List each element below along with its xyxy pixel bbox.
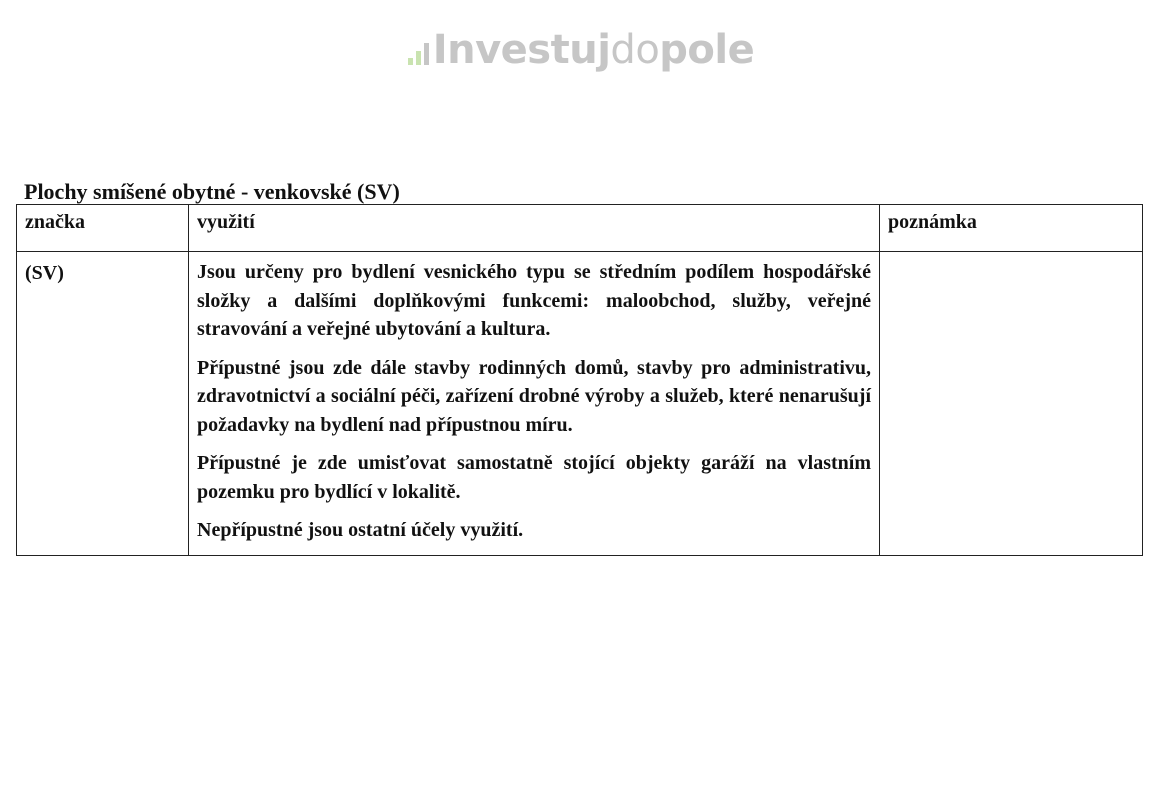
table-row bbox=[17, 252, 1143, 556]
zone-note bbox=[880, 252, 1143, 556]
watermark-part-investuj: Investuj bbox=[432, 27, 611, 73]
zone-usage bbox=[189, 252, 880, 556]
header-usage: využití bbox=[189, 205, 880, 252]
usage-paragraph: Přípustné jsou zde dále stavby rodinných domů, stavby pro administrativu, zdravotnictví a sociální péči, zařízení drobné výroby a služeb, které nenarušují požadavky na bydlení nad přípustnou míru. bbox=[197, 356, 871, 436]
header-code: značka bbox=[17, 205, 189, 252]
header-note: poznámka bbox=[880, 205, 1143, 252]
bar-chart-logo-icon bbox=[408, 39, 430, 65]
watermark-part-pole: pole bbox=[659, 27, 755, 73]
watermark-part-do: do bbox=[610, 27, 660, 73]
document-title: Plochy smíšené obytné - venkovské (SV) bbox=[24, 179, 400, 204]
brand-watermark bbox=[0, 24, 1162, 76]
zoning-table bbox=[16, 204, 1143, 556]
usage-paragraph: Jsou určeny pro bydlení vesnického typu se středním podílem hospodářské složky a dalšími doplňkovými funkcemi: maloobchod, služby, veřejné stravování a veřejné ubytování a kultura. bbox=[197, 261, 871, 340]
usage-paragraph: Nepřípustné jsou ostatní účely využití. bbox=[197, 519, 524, 541]
zone-code: (SV) bbox=[17, 252, 189, 556]
table-header-row bbox=[17, 205, 1143, 252]
usage-paragraph: Přípustné je zde umisťovat samostatně stojící objekty garáží na vlastním pozemku pro bydlící v lokalitě. bbox=[197, 452, 871, 503]
